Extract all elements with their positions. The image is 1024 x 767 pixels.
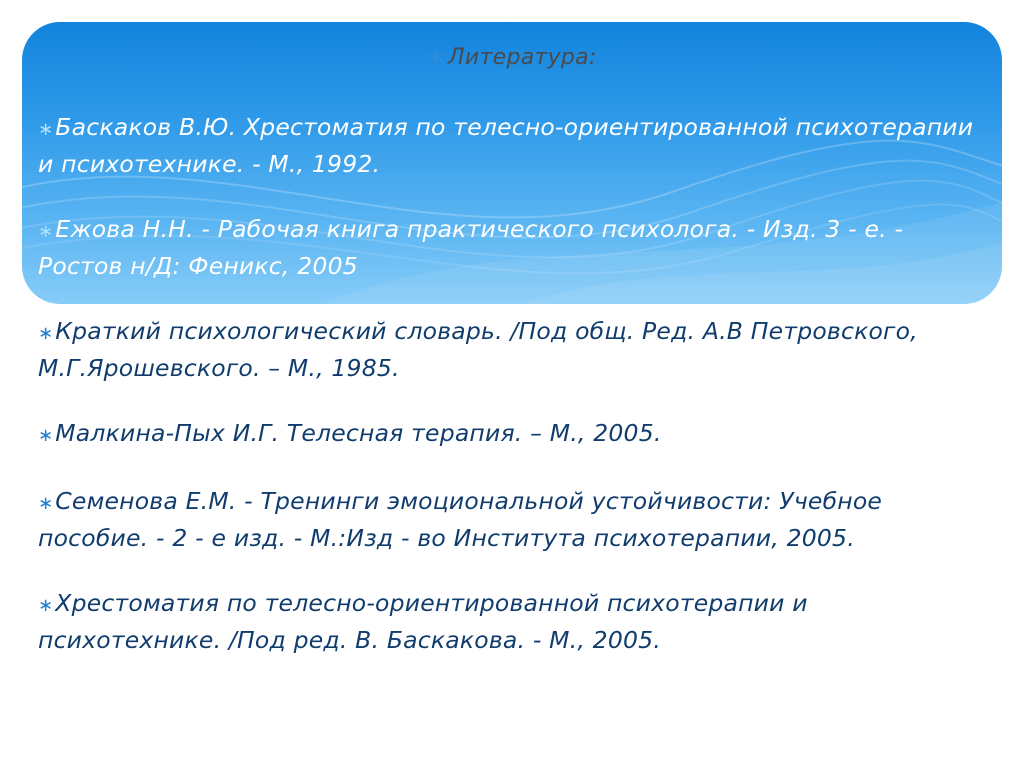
reference-text: Хрестоматия по телесно-ориентированной психотерапии и психотехнике. /Под ред. В. Баскакова. - М., 2005. xyxy=(38,589,808,654)
reference-item xyxy=(38,212,988,283)
reference-text: Ежова Н.Н. - Рабочая книга практического психолога. - Изд. 3 - е. - Ростов н/Д: Феникс, 2005 xyxy=(38,215,904,280)
reference-text: Семенова Е.М. - Тренинги эмоциональной устойчивости: Учебное пособие. - 2 - е изд. - М.:Изд - во Института психотерапии, 2005. xyxy=(38,487,883,552)
title-star-icon: ∗ xyxy=(427,45,447,70)
reference-item xyxy=(38,110,988,181)
bullet-star-icon: ∗ xyxy=(38,119,54,140)
reference-item xyxy=(38,484,988,555)
reference-text: Баскаков В.Ю. Хрестоматия по телесно-ориентированной психотерапии и психотехнике. - М., 1992. xyxy=(38,113,974,178)
reference-item xyxy=(38,416,988,453)
slide-title-text: Литература: xyxy=(448,45,597,70)
bullet-star-icon: ∗ xyxy=(38,221,54,242)
slide-title xyxy=(0,45,1024,70)
reference-item xyxy=(38,314,988,385)
reference-text: Малкина-Пых И.Г. Телесная терапия. – М., 2005. xyxy=(55,419,662,447)
reference-item xyxy=(38,586,988,657)
bullet-star-icon: ∗ xyxy=(38,493,54,514)
bullet-star-icon: ∗ xyxy=(38,595,54,616)
bullet-star-icon: ∗ xyxy=(38,425,54,446)
reference-text: Краткий психологический словарь. /Под общ. Ред. А.В Петровского, М.Г.Ярошевского. – М., 1985. xyxy=(38,317,918,382)
bullet-star-icon: ∗ xyxy=(38,323,54,344)
